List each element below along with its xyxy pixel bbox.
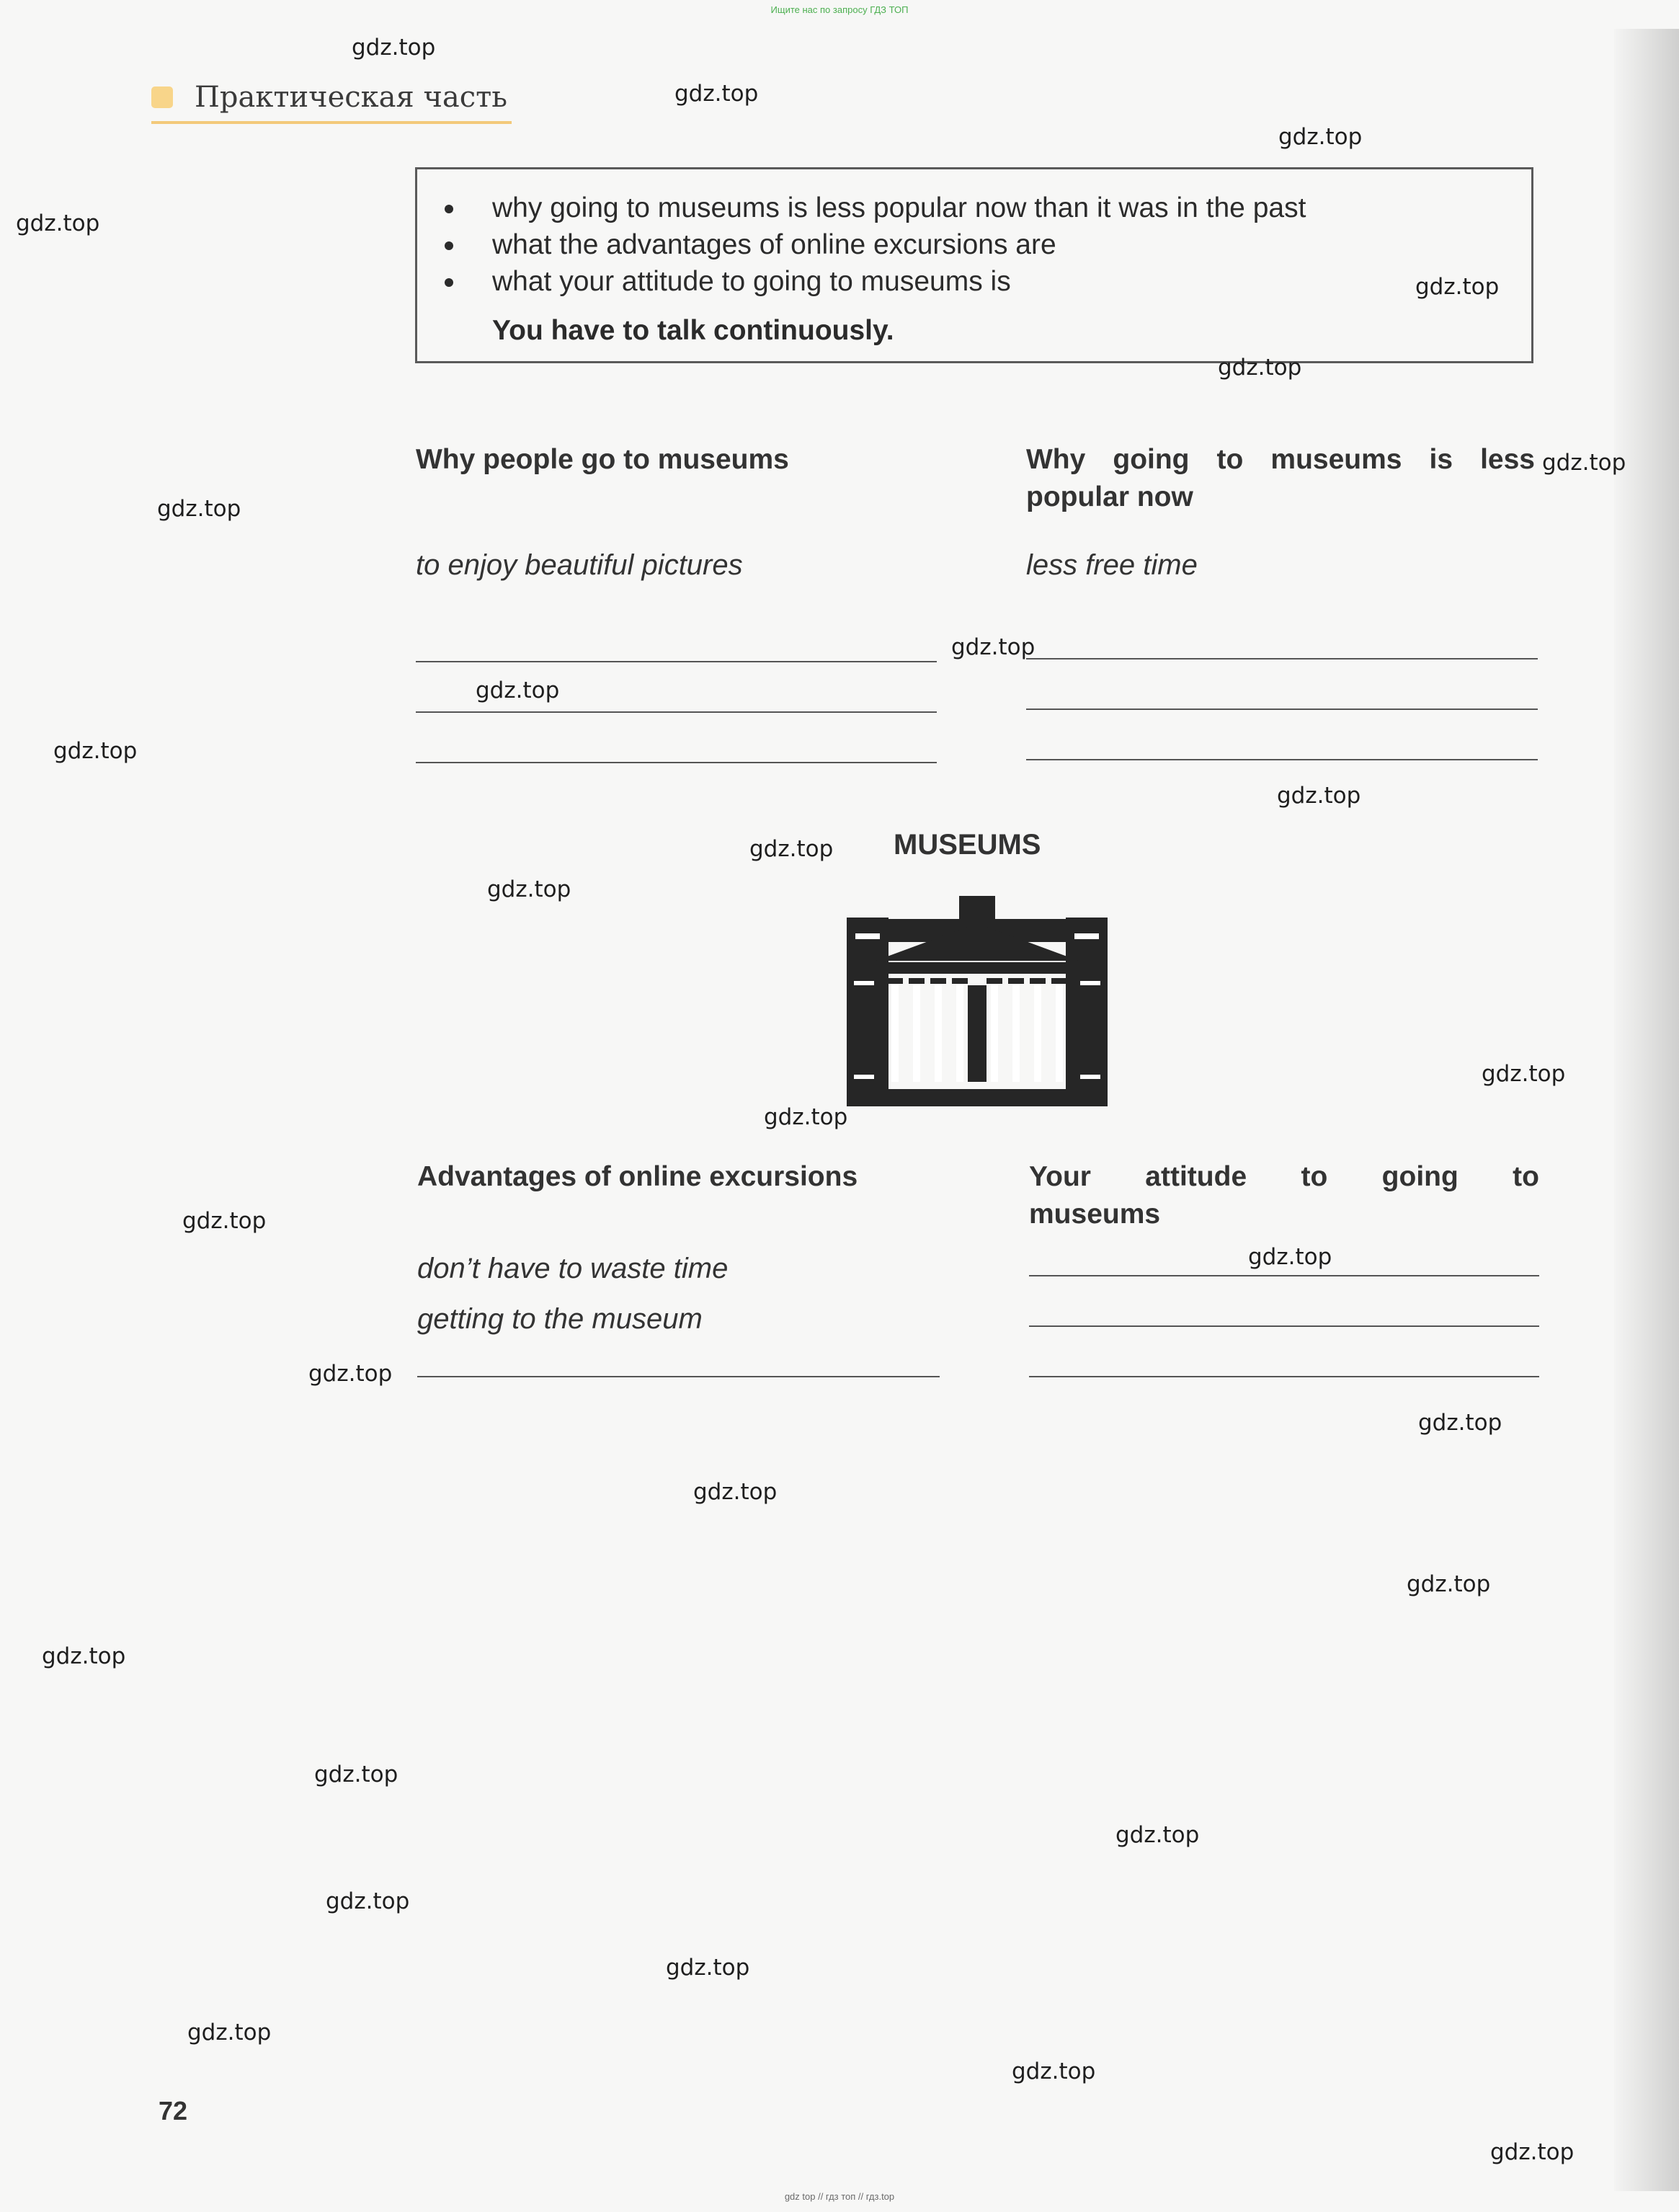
watermark: gdz.top xyxy=(182,1208,267,1234)
watermark: gdz.top xyxy=(1278,124,1363,150)
task-bullet-list xyxy=(442,190,1306,300)
task-bullet: what the advantages of online excursions are xyxy=(442,226,1306,263)
watermark: gdz.top xyxy=(1407,1571,1491,1597)
answer-line xyxy=(1029,1325,1539,1327)
watermark: gdz.top xyxy=(1490,2139,1575,2165)
answer-line xyxy=(1026,759,1538,760)
header-note: Ищите нас по запросу ГДЗ ТОП xyxy=(770,4,909,15)
watermark: gdz.top xyxy=(352,35,436,61)
answer-line xyxy=(417,1376,940,1377)
section-underline xyxy=(151,121,512,124)
example-answer: getting to the museum xyxy=(417,1303,703,1335)
heading-your-attitude-line2: museums xyxy=(1029,1199,1161,1230)
heading-why-people-go: Why people go to museums xyxy=(416,444,789,475)
watermark: gdz.top xyxy=(314,1762,398,1787)
watermark: gdz.top xyxy=(16,210,100,236)
watermark: gdz.top xyxy=(1218,355,1302,381)
watermark: gdz.top xyxy=(666,1955,750,1981)
example-answer: less free time xyxy=(1026,549,1198,581)
answer-line xyxy=(1026,658,1538,659)
watermark: gdz.top xyxy=(1248,1244,1332,1270)
answer-line xyxy=(416,661,937,662)
answer-line xyxy=(416,711,937,713)
watermark: gdz.top xyxy=(1115,1822,1200,1848)
watermark: gdz.top xyxy=(1012,2058,1096,2084)
watermark: gdz.top xyxy=(749,836,834,862)
heading-why-less-popular: Why going to museums is less xyxy=(1026,444,1535,475)
watermark: gdz.top xyxy=(42,1643,126,1669)
watermark: gdz.top xyxy=(157,496,241,522)
answer-line xyxy=(416,762,937,763)
watermark: gdz.top xyxy=(308,1361,393,1387)
watermark: gdz.top xyxy=(674,81,759,107)
watermark: gdz.top xyxy=(326,1888,410,1914)
heading-advantages-online: Advantages of online excursions xyxy=(417,1161,858,1192)
mindmap-center-title: MUSEUMS xyxy=(894,829,1041,861)
watermark: gdz.top xyxy=(1542,450,1626,476)
watermark: gdz.top xyxy=(951,634,1036,660)
task-instruction: You have to talk continuously. xyxy=(492,315,894,346)
example-answer: don’t have to waste time xyxy=(417,1253,729,1284)
watermark: gdz.top xyxy=(764,1104,848,1130)
page-binding-shadow xyxy=(1614,29,1679,2191)
answer-line xyxy=(1026,709,1538,710)
watermark: gdz.top xyxy=(1482,1061,1566,1087)
watermark: gdz.top xyxy=(1418,1410,1502,1436)
watermark: gdz.top xyxy=(476,678,560,703)
watermark: gdz.top xyxy=(53,738,138,764)
section-title: Практическая часть xyxy=(195,81,508,114)
example-answer: to enjoy beautiful pictures xyxy=(416,549,743,581)
footer-note: gdz top // гдз топ // гдз.top xyxy=(784,2191,895,2202)
answer-line xyxy=(1029,1376,1539,1377)
watermark: gdz.top xyxy=(693,1479,778,1505)
heading-why-less-popular-line2: popular now xyxy=(1026,481,1193,512)
section-marker-icon xyxy=(151,86,173,108)
task-bullet: why going to museums is less popular now than it was in the past xyxy=(442,190,1306,226)
task-box xyxy=(415,167,1533,363)
watermark: gdz.top xyxy=(1277,783,1361,809)
heading-your-attitude: Your attitude to going to xyxy=(1029,1161,1539,1192)
museum-building-icon xyxy=(847,896,1108,1106)
page-number: 72 xyxy=(159,2096,188,2126)
watermark: gdz.top xyxy=(487,876,571,902)
watermark: gdz.top xyxy=(1415,274,1500,300)
watermark: gdz.top xyxy=(187,2020,272,2046)
task-bullet: what your attitude to going to museums is xyxy=(442,263,1306,300)
answer-line xyxy=(1029,1275,1539,1276)
